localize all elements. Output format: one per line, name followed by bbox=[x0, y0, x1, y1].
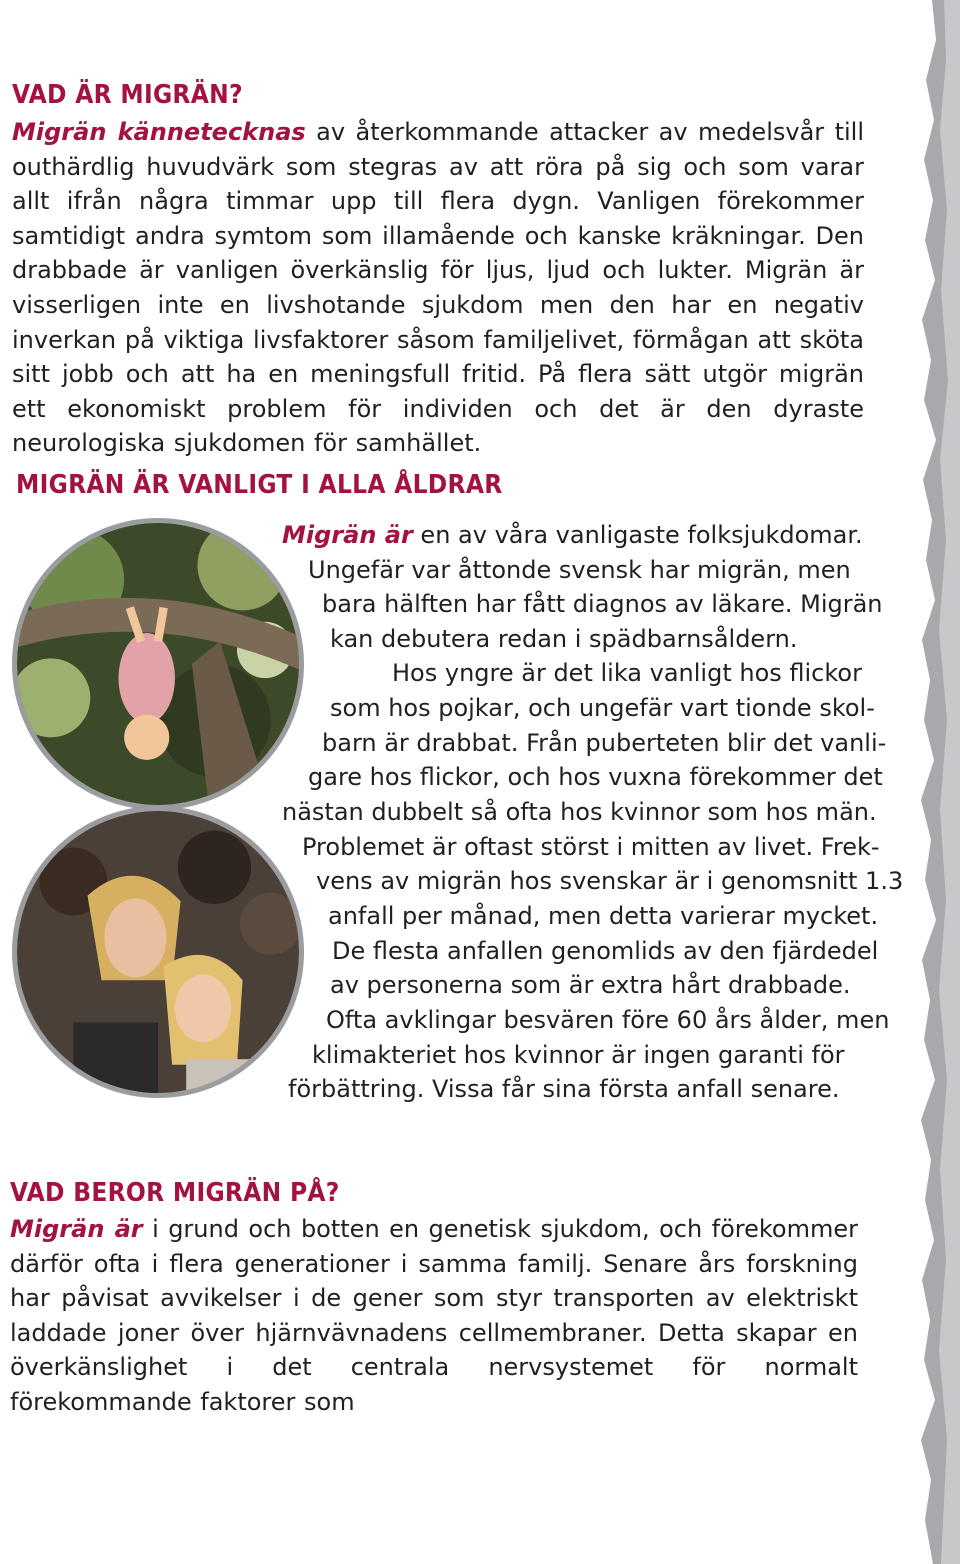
text-line: anfall per månad, men detta varierar mycket. bbox=[328, 902, 879, 930]
text-line bbox=[282, 518, 863, 553]
text-line: nästan dubbelt så ofta hos kvinnor som hos män. bbox=[282, 798, 877, 826]
text-line: gare hos flickor, och hos vuxna förekommer det bbox=[308, 763, 883, 791]
paragraph-lead: Migrän kännetecknas bbox=[12, 118, 306, 146]
text-line: som hos pojkar, och ungefär vart tionde skol- bbox=[330, 694, 875, 722]
section-paragraph-what-causes-migraine bbox=[10, 1212, 858, 1420]
line-text: en av våra vanligaste folksjukdomar. bbox=[412, 521, 863, 549]
text-line: Problemet är oftast störst i mitten av livet. Frek- bbox=[302, 833, 880, 861]
text-line: Ungefär var åttonde svensk har migrän, men bbox=[308, 556, 851, 584]
text-line: Hos yngre är det lika vanligt hos flickor bbox=[392, 659, 862, 687]
torn-edge-decoration bbox=[900, 0, 960, 1564]
text-line: förbättring. Vissa får sina första anfall senare. bbox=[288, 1075, 840, 1103]
photo-crowd-of-people bbox=[12, 806, 304, 1098]
section-heading-what-is-migraine: VAD ÄR MIGRÄN? bbox=[12, 80, 243, 110]
paragraph-text: av återkommande attacker av medelsvår till outhärdlig huvudvärk som stegras av att röra på sig och som varar allt ifrån några timmar upp till flera dygn. Vanligen förekommer samtidigt andra symtom som illamående och kanske kräkningar. Den drabbade är vanligen överkänslig för ljus, ljud och lukter. Migrän är visserligen inte en livshotande sjukdom men den har en negativ inverkan på viktiga livsfaktorer såsom familjelivet, förmågan att sköta sitt jobb och att ha en meningsfull fritid. På flera sätt utgör migrän ett ekonomiskt problem för individen och det är den dyraste neurologiska sjukdomen för samhället. bbox=[12, 118, 865, 458]
text-line: barn är drabbat. Från puberteten blir det vanli- bbox=[322, 729, 887, 757]
photo-child-hanging-from-tree bbox=[12, 518, 304, 810]
text-line: De flesta anfallen genomlids av den fjärdedel bbox=[332, 937, 879, 965]
text-line: av personerna som är extra hårt drabbade. bbox=[330, 971, 851, 999]
section-paragraph-what-is-migraine bbox=[12, 115, 864, 461]
text-line: klimakteriet hos kvinnor är ingen garanti för bbox=[312, 1041, 845, 1069]
paragraph-lead: Migrän är bbox=[10, 1215, 143, 1243]
section-heading-what-causes-migraine: VAD BEROR MIGRÄN PÅ? bbox=[10, 1178, 340, 1208]
text-line: Ofta avklingar besvären före 60 års ålder, men bbox=[326, 1006, 890, 1034]
paragraph-text: i grund och botten en genetisk sjukdom, och förekommer därför ofta i flera generationer i samma familj. Senare års forskning har påvisat avvikelser i de gener som styr transporten av elektriskt laddade joner över hjärnvävnadens cellmembraner. Detta skapar en överkänslighet i det centrala nervsystemet för normalt förekommande faktorer som bbox=[10, 1215, 858, 1416]
text-line: kan debutera redan i spädbarnsåldern. bbox=[330, 625, 798, 653]
text-line: vens av migrän hos svenskar är i genomsnitt 1.3 bbox=[316, 867, 904, 895]
section-heading-common-all-ages: MIGRÄN ÄR VANLIGT I ALLA ÅLDRAR bbox=[16, 470, 503, 500]
text-line: bara hälften har fått diagnos av läkare. Migrän bbox=[322, 590, 883, 618]
paragraph-lead: Migrän är bbox=[282, 521, 413, 549]
